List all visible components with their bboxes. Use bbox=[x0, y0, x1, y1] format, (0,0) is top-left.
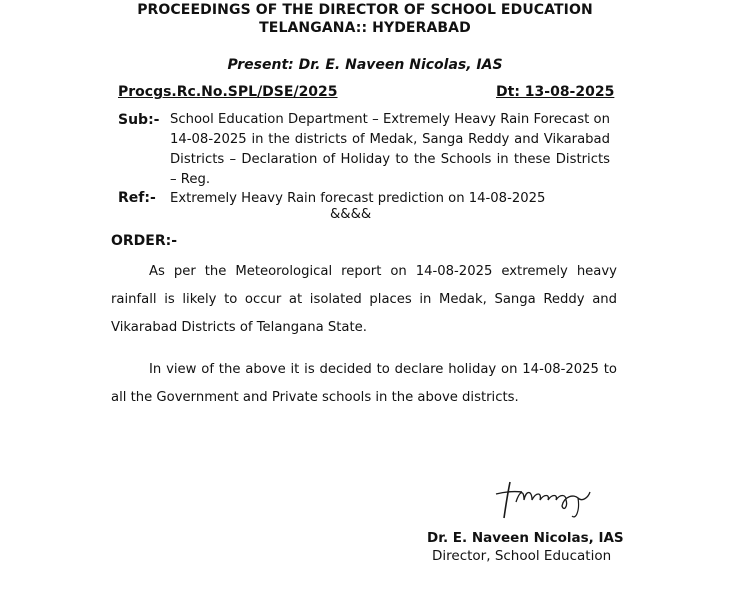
ref-text: Extremely Heavy Rain forecast prediction on 14-08-2025 bbox=[170, 191, 546, 206]
subject-label: Sub:- bbox=[118, 112, 160, 128]
order-heading: ORDER:- bbox=[111, 233, 178, 249]
ref-separator: &&&& bbox=[330, 207, 372, 222]
order-paragraph-2: In view of the above it is decided to declare holiday on 14-08-2025 to all the Government and Private schools in the above districts. bbox=[111, 362, 617, 405]
present-line: Present: Dr. E. Naveen Nicolas, IAS bbox=[227, 57, 503, 73]
signatory-designation: Director, School Education bbox=[432, 548, 612, 564]
document-date: Dt: 13-08-2025 bbox=[496, 84, 615, 100]
procs-number: Procgs.Rc.No.SPL/DSE/2025 bbox=[118, 84, 338, 100]
signature-image bbox=[492, 476, 602, 526]
order-paragraph-1: As per the Meteorological report on 14-08-2025 extremely heavy rainfall is likely to occur at isolated places in Medak, Sanga Reddy and Vikarabad Districts of Telangana State. bbox=[111, 264, 617, 335]
subject-text: School Education Department – Extremely Heavy Rain Forecast on 14-08-2025 in the districts of Medak, Sanga Reddy and Vikarabad Districts – Declaration of Holiday to the Schools in these Districts – Reg. bbox=[170, 112, 610, 187]
ref-label: Ref:- bbox=[118, 190, 156, 206]
heading-line-1: PROCEEDINGS OF THE DIRECTOR OF SCHOOL EDUCATION bbox=[137, 2, 593, 18]
heading-line-2: TELANGANA:: HYDERABAD bbox=[259, 20, 471, 36]
signatory-name: Dr. E. Naveen Nicolas, IAS bbox=[427, 530, 624, 546]
